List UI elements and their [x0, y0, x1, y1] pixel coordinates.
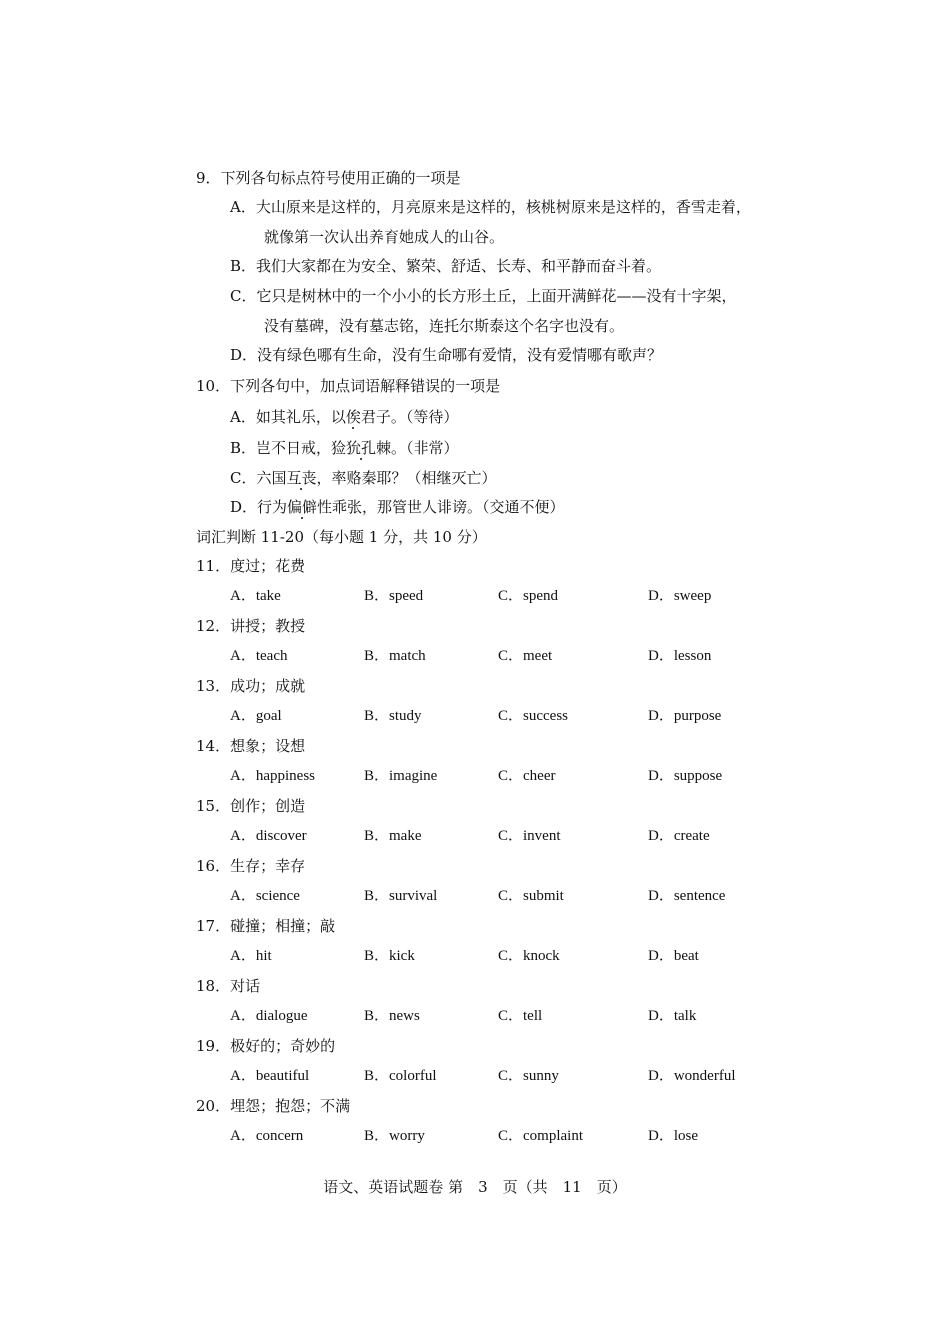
vocab-option-c: C．tell	[498, 1008, 543, 1024]
vocab-option-a: A．hit	[230, 948, 272, 964]
q9-option-d: D．没有绿色哪有生命，没有生命哪有爱情，没有爱情哪有歌声？	[230, 346, 663, 364]
vocab-item-stem: 20．埋怨；抱怨；不满	[196, 1097, 351, 1115]
vocab-item-stem: 19．极好的；奇妙的	[196, 1037, 336, 1055]
q10-option-d: D．行为偏僻性乖张，那管世人诽谤。（交通不便）	[230, 498, 565, 516]
vocab-option-b: B．study	[364, 708, 422, 724]
vocab-option-b: B．colorful	[364, 1068, 437, 1084]
q10-option-a: A．如其礼乐，以俟君子。（等待）	[230, 408, 459, 426]
q9-option-c-line2: 没有墓碑，没有墓志铭，连托尔斯泰这个名字也没有。	[264, 317, 625, 335]
vocab-option-c: C．invent	[498, 828, 561, 844]
vocab-option-b: B．survival	[364, 888, 438, 904]
vocab-item-stem: 14．想象；设想	[196, 737, 306, 755]
vocab-option-d: D．sweep	[648, 588, 712, 604]
vocab-option-c: C．submit	[498, 888, 564, 904]
vocab-item-stem: 13．成功；成就	[196, 677, 306, 695]
vocab-option-c: C．knock	[498, 948, 560, 964]
q9-option-a-line1: A．大山原来是这样的，月亮原来是这样的，核桃树原来是这样的，香雪走着，	[230, 198, 751, 216]
vocab-section-header: 词汇判断 11-20（每小题 1 分，共 10 分）	[196, 528, 487, 546]
vocab-option-d: D．wonderful	[648, 1068, 736, 1084]
vocab-item-stem: 11．度过；花费	[196, 557, 306, 575]
vocab-option-a: A．teach	[230, 648, 288, 664]
vocab-option-c: C．cheer	[498, 768, 556, 784]
vocab-item-stem: 12．讲授；教授	[196, 617, 306, 635]
q10-option-c: C．六国互丧，率赂秦耶？（相继灭亡）	[230, 469, 497, 487]
vocab-option-c: C．sunny	[498, 1068, 559, 1084]
vocab-option-b: B．kick	[364, 948, 415, 964]
vocab-option-d: D．suppose	[648, 768, 723, 784]
q9-option-c-line1: C．它只是树林中的一个小小的长方形土丘，上面开满鲜花——没有十字架，	[230, 287, 737, 305]
dotted-word: 俟	[345, 408, 361, 426]
vocab-option-d: D．sentence	[648, 888, 726, 904]
vocab-option-a: A．concern	[230, 1128, 304, 1144]
vocab-option-a: A．take	[230, 588, 281, 604]
vocab-option-b: B．match	[364, 648, 426, 664]
vocab-option-a: A．goal	[230, 708, 282, 724]
page-footer: 语文、英语试题卷 第 3 页（共 11 页）	[323, 1178, 627, 1196]
vocab-item-stem: 16．生存；幸存	[196, 857, 306, 875]
dotted-word: 猃狁孔棘	[331, 439, 392, 457]
vocab-item-stem: 18．对话	[196, 977, 261, 995]
vocab-option-d: D．talk	[648, 1008, 697, 1024]
vocab-option-b: B．speed	[364, 588, 424, 604]
q9-stem: 9．下列各句标点符号使用正确的一项是	[196, 169, 461, 187]
vocab-option-a: A．happiness	[230, 768, 315, 784]
vocab-option-a: A．dialogue	[230, 1008, 308, 1024]
vocab-option-d: D．beat	[648, 948, 699, 964]
dotted-word: 偏僻	[287, 498, 318, 516]
vocab-item-stem: 17．碰撞；相撞；敲	[196, 917, 336, 935]
q9-option-a-line2: 就像第一次认出养育她成人的山谷。	[264, 228, 505, 246]
vocab-option-d: D．lose	[648, 1128, 698, 1144]
vocab-option-c: C．meet	[498, 648, 553, 664]
dotted-word: 互丧	[286, 469, 317, 487]
q10-option-b: B．岂不日戒，猃狁孔棘。（非常）	[230, 439, 459, 457]
vocab-option-d: D．lesson	[648, 648, 712, 664]
vocab-option-a: A．science	[230, 888, 300, 904]
vocab-option-c: C．success	[498, 708, 568, 724]
vocab-option-b: B．make	[364, 828, 422, 844]
vocab-option-a: A．discover	[230, 828, 307, 844]
q10-stem: 10．下列各句中，加点词语解释错误的一项是	[196, 377, 501, 395]
vocab-option-b: B．news	[364, 1008, 420, 1024]
vocab-option-d: D．create	[648, 828, 710, 844]
vocab-option-b: B．imagine	[364, 768, 438, 784]
vocab-option-c: C．spend	[498, 588, 559, 604]
vocab-option-c: C．complaint	[498, 1128, 583, 1144]
vocab-option-a: A．beautiful	[230, 1068, 310, 1084]
vocab-option-b: B．worry	[364, 1128, 425, 1144]
vocab-option-d: D．purpose	[648, 708, 722, 724]
q9-option-b: B．我们大家都在为安全、繁荣、舒适、长寿、和平静而奋斗着。	[230, 257, 662, 275]
vocab-item-stem: 15．创作；创造	[196, 797, 306, 815]
